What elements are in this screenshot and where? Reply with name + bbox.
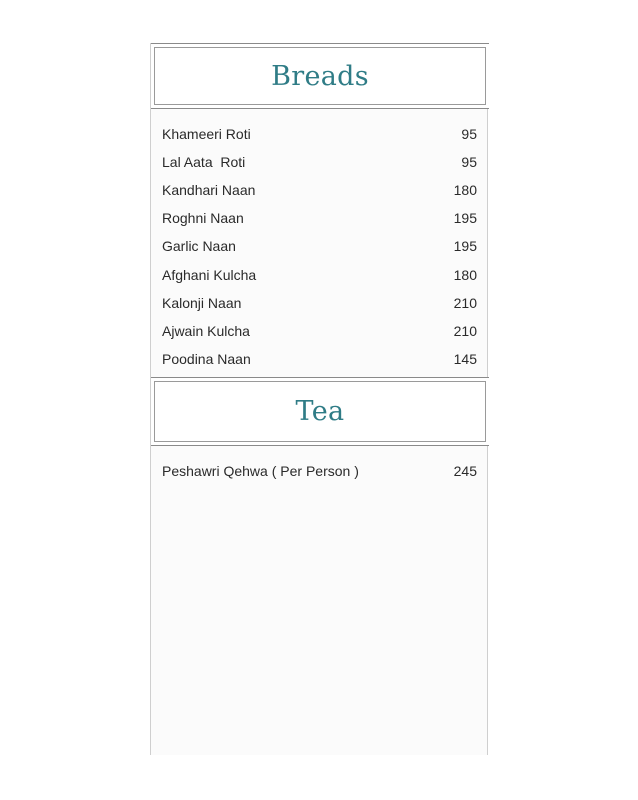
section-header-breads [151,43,489,109]
section-header-frame [154,47,486,105]
section-header-tea [151,377,489,446]
item-price: 180 [453,182,477,199]
menu-item [162,317,477,345]
menu-item [162,289,477,317]
item-name: Afghani Kulcha [162,266,257,283]
menu-item [162,232,477,260]
menu-item [162,260,477,288]
menu-panel [150,43,488,755]
breads-item-list [162,120,477,373]
item-name: Roghni Naan [162,210,244,227]
section-header-frame [154,381,486,442]
item-name: Peshawri Qehwa ( Per Person ) [162,463,359,480]
menu-item [162,204,477,232]
item-name: Poodina Naan [162,350,251,367]
section-title-breads: Breads [271,60,369,92]
item-price: 95 [461,126,477,143]
item-price: 195 [453,210,477,227]
item-price: 195 [453,238,477,255]
item-price: 95 [461,154,477,171]
item-name: Lal Aata Roti [162,154,246,171]
menu-item [162,120,477,148]
section-title-tea: Tea [295,396,345,427]
item-name: Kalonji Naan [162,294,242,311]
tea-item-list [162,457,477,485]
item-name: Ajwain Kulcha [162,322,250,339]
item-name: Garlic Naan [162,238,236,255]
item-price: 210 [453,322,477,339]
menu-item [162,176,477,204]
item-price: 180 [453,266,477,283]
menu-item [162,148,477,176]
item-price: 210 [453,294,477,311]
item-name: Khameeri Roti [162,126,251,143]
item-price: 245 [453,463,477,480]
menu-item [162,345,477,373]
item-price: 145 [453,350,477,367]
menu-item [162,457,477,485]
item-name: Kandhari Naan [162,182,256,199]
